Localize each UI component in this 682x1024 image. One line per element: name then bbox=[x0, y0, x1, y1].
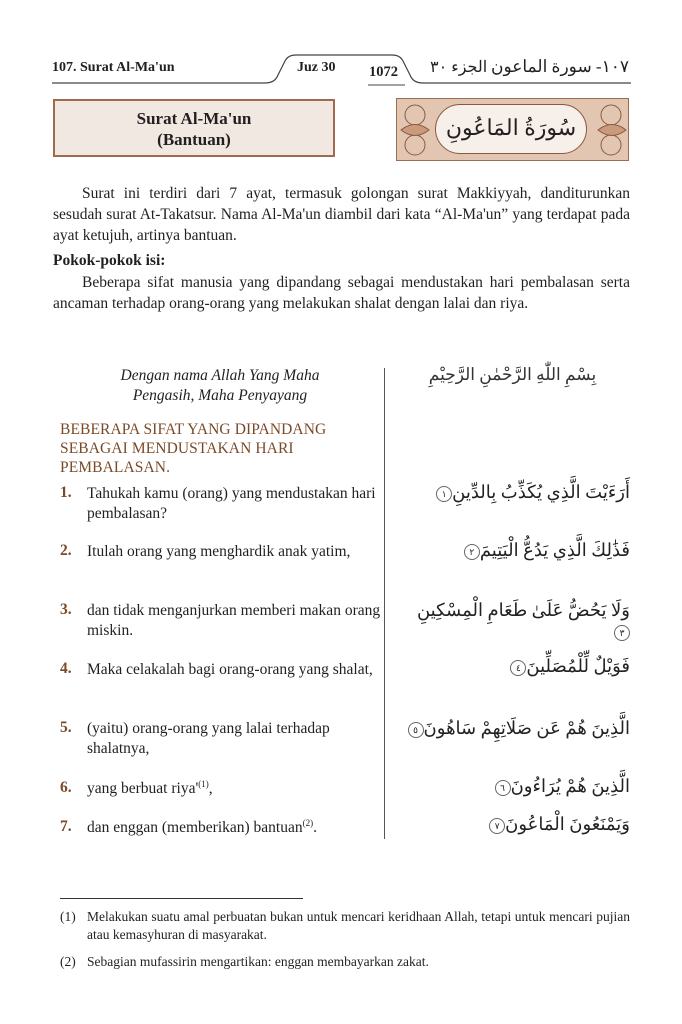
ayah-marker-icon: ٢ bbox=[464, 544, 480, 560]
verse-arabic-text: أَرَءَيْتَ الَّذِي يُكَذِّبُ بِالدِّينِ bbox=[452, 482, 630, 502]
ayah-marker-icon: ٣ bbox=[614, 625, 630, 641]
verse-arabic bbox=[398, 540, 630, 561]
verse-translation-text: dan enggan (memberikan) bantuan bbox=[87, 819, 303, 836]
header-surah-title: 107. Surat Al-Ma'un bbox=[52, 60, 175, 75]
verse-number: 3. bbox=[60, 601, 72, 618]
verse-arabic bbox=[398, 600, 630, 642]
header-surah-arabic: ١٠٧- سورة الماعون bbox=[490, 57, 629, 76]
surah-meaning: (Bantuan) bbox=[157, 130, 231, 149]
verse-number: 6. bbox=[60, 779, 72, 796]
verse-arabic-text: وَلَا يَحُضُّ عَلَىٰ طَعَامِ الْمِسْكِينِ bbox=[416, 600, 630, 620]
key-points-heading: Pokok-pokok isi: bbox=[53, 252, 166, 269]
verse-arabic-text: فَوَيْلٌ لِّلْمُصَلِّينَ bbox=[526, 656, 630, 676]
verse-arabic-text: الَّذِينَ هُمْ عَن صَلَاتِهِمْ سَاهُونَ bbox=[423, 718, 630, 738]
ayah-marker-icon: ٧ bbox=[489, 818, 505, 834]
footnote-ref[interactable]: (1) bbox=[198, 778, 209, 789]
page-number: 1072 bbox=[369, 64, 398, 80]
verse-arabic bbox=[398, 776, 630, 797]
ayah-marker-icon: ٦ bbox=[495, 780, 511, 796]
surah-title-box bbox=[53, 99, 335, 157]
section-heading: BEBERAPA SIFAT YANG DIPANDANG SEBAGAI MENDUSTAKAN HARI PEMBALASAN. bbox=[60, 421, 327, 476]
verse-suffix: . bbox=[313, 819, 317, 836]
surah-calligraphy: سُورَةُ المَاعُونِ bbox=[435, 104, 587, 154]
footnote-text: Sebagian mufassirin mengartikan: enggan membayarkan zakat. bbox=[87, 954, 429, 969]
verse-arabic-text: الَّذِينَ هُمْ يُرَاءُونَ bbox=[510, 776, 630, 796]
ornamental-calligraphy-box bbox=[396, 98, 629, 161]
footnote-text: Melakukan suatu amal perbuatan bukan untuk mencari keridhaan Allah, tetapi untuk mencari pujian atau kemasyhuran di masyarakat. bbox=[87, 909, 630, 942]
intro-paragraph: Surat ini terdiri dari 7 ayat, termasuk golongan surat Makkiyyah, danditurunkan sesudah surat At-Takatsur. Nama Al-Ma'un diambil dari kata “Al-Ma'un” yang terdapat pada ayat ketujuh, artinya bantuan. bbox=[53, 185, 630, 244]
verse-translation bbox=[87, 779, 382, 799]
footnote-rule bbox=[60, 898, 303, 899]
verse-translation: Itulah orang yang menghardik anak yatim, bbox=[87, 543, 351, 560]
ayah-marker-icon: ٤ bbox=[510, 660, 526, 676]
basmala-translation-line2: Pengasih, Maha Penyayang bbox=[132, 387, 308, 404]
basmala-translation-line1: Dengan nama Allah Yang Maha bbox=[120, 367, 320, 384]
verse-arabic-text: فَذَٰلِكَ الَّذِي يَدُعُّ الْيَتِيمَ bbox=[479, 540, 630, 560]
verse-arabic bbox=[398, 814, 630, 835]
footnote-marker: (2) bbox=[60, 954, 76, 969]
basmala-translation bbox=[95, 366, 345, 406]
verse-number: 4. bbox=[60, 660, 72, 677]
verse-number: 7. bbox=[60, 818, 72, 835]
footnote bbox=[60, 953, 630, 971]
verse-translation: (yaitu) orang-orang yang lalai terhadap shalatnya, bbox=[87, 720, 330, 757]
surah-name: Surat Al-Ma'un bbox=[136, 109, 252, 128]
verse-number: 1. bbox=[60, 484, 72, 501]
header-juz: Juz 30 bbox=[297, 60, 336, 75]
verse-translation: dan tidak menganjurkan memberi makan orang miskin. bbox=[87, 602, 381, 639]
footnote bbox=[60, 908, 630, 944]
footnote-ref[interactable]: (2) bbox=[302, 817, 314, 828]
verse-suffix: , bbox=[208, 780, 213, 797]
basmala-arabic: بِسْمِ اللّٰهِ الرَّحْمٰنِ الرَّحِيْمِ bbox=[428, 365, 597, 384]
verse-translation: Maka celakalah bagi orang-orang yang shalat, bbox=[87, 661, 373, 678]
verse-translation bbox=[87, 818, 382, 838]
ayah-marker-icon: ١ bbox=[436, 486, 452, 502]
verse-arabic bbox=[398, 718, 630, 739]
verse-translation-text: yang berbuat riya' bbox=[87, 780, 199, 797]
column-divider bbox=[384, 368, 385, 839]
header-juz-arabic: الجزء ٣٠ bbox=[430, 59, 488, 76]
ayah-marker-icon: ٥ bbox=[408, 722, 424, 738]
verse-translation: Tahukah kamu (orang) yang mendustakan hari pembalasan? bbox=[87, 485, 376, 522]
footnote-marker: (1) bbox=[60, 909, 76, 924]
verse-arabic bbox=[398, 656, 630, 677]
verse-number: 5. bbox=[60, 719, 72, 736]
key-points-text: Beberapa sifat manusia yang dipandang sebagai mendustakan hari pembalasan serta ancaman terhadap orang-orang yang melakukan shalat dengan lalai dan riya. bbox=[53, 274, 630, 312]
verse-number: 2. bbox=[60, 542, 72, 559]
verse-arabic bbox=[398, 482, 630, 503]
verse-arabic-text: وَيَمْنَعُونَ الْمَاعُونَ bbox=[505, 814, 630, 834]
